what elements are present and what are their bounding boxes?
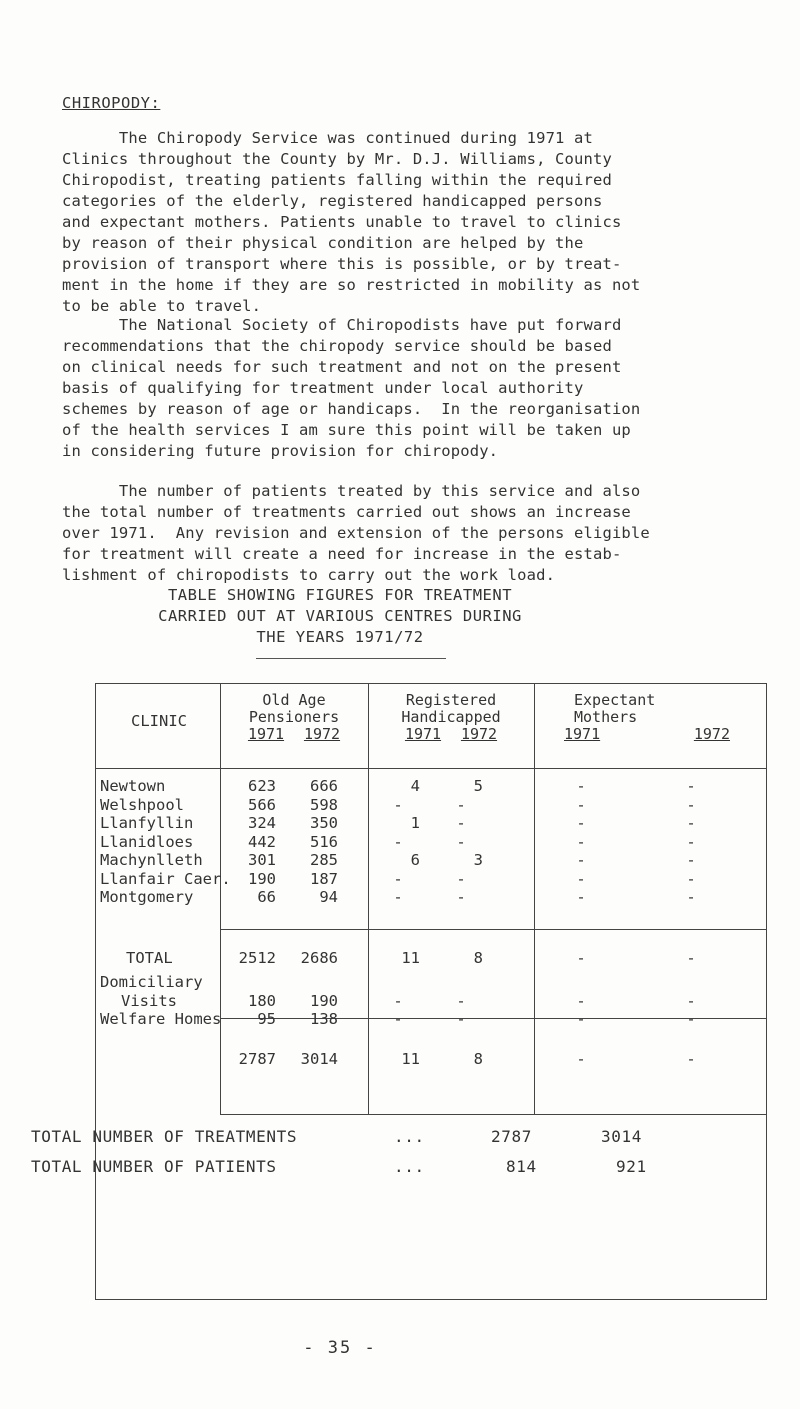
summary-value-1972: 921	[616, 1157, 647, 1176]
table-cell: 2787	[238, 1050, 276, 1068]
table-cell: -	[576, 814, 586, 832]
table-cell: -	[576, 1050, 586, 1068]
paragraph-line: provision of transport where this is possible, or by treat-	[62, 255, 622, 273]
table-cell: -	[393, 869, 403, 888]
summary-dots: ...	[394, 1127, 425, 1146]
paragraph-3	[62, 481, 797, 586]
table-cell: 138	[310, 1010, 338, 1028]
grand-rule	[220, 1114, 766, 1115]
table-cell: 350	[310, 814, 338, 832]
col-header-clinic: CLINIC	[131, 712, 187, 730]
col-header-expectant-mothers	[534, 692, 766, 743]
summary-value-1971: 2787	[491, 1127, 532, 1146]
table-cell: -	[456, 832, 466, 851]
paragraph-line: basis of qualifying for treatment under local authority	[62, 379, 584, 397]
paragraph-line: on clinical needs for such treatment and not on the present	[62, 358, 622, 376]
year-1971: 1971	[404, 725, 442, 743]
paragraph-line: The number of patients treated by this service and also	[62, 482, 641, 500]
table-cell: 442	[248, 832, 276, 851]
header-rule	[96, 768, 766, 769]
total-rule	[220, 929, 766, 930]
table-cell: 94	[319, 888, 338, 906]
table-cell: 11	[401, 1050, 420, 1068]
table-cell: -	[686, 832, 696, 851]
paragraph-line: and expectant mothers. Patients unable to travel to clinics	[62, 213, 622, 231]
paragraph-line: over 1971. Any revision and extension of the persons eligible	[62, 524, 650, 542]
table-cell: -	[576, 888, 586, 906]
table-cell: 95	[257, 1010, 276, 1028]
table-cell: -	[686, 814, 696, 832]
table-cell: 11	[401, 949, 420, 967]
table-cell: -	[393, 888, 403, 906]
table-cell: -	[576, 992, 586, 1010]
table-cell: -	[393, 795, 403, 814]
row-label: Llanfyllin	[100, 814, 194, 832]
header-line: Registered	[405, 691, 497, 709]
row-label: Domiciliary	[100, 973, 203, 991]
paragraph-line: by reason of their physical condition are helped by the	[62, 234, 584, 252]
table-cell: -	[686, 869, 696, 888]
table-cell: 566	[248, 795, 276, 814]
table-cell: 623	[248, 777, 276, 795]
paragraph-line: schemes by reason of age or handicaps. In the reorganisation	[62, 400, 641, 418]
table-cell: 598	[310, 795, 338, 814]
table-cell: -	[456, 992, 466, 1010]
table-cell: 1	[410, 814, 420, 832]
table-cell: -	[456, 1010, 466, 1028]
row-label: Welfare Homes	[100, 1010, 222, 1028]
table-cell: -	[393, 1010, 403, 1028]
table-cell: 301	[248, 851, 276, 869]
paragraph-line: Chiropodist, treating patients falling within the required	[62, 171, 612, 189]
caption-line: TABLE SHOWING FIGURES FOR TREATMENT	[167, 586, 513, 604]
table-caption	[0, 585, 740, 648]
section-heading: CHIROPODY:	[62, 94, 161, 112]
year-1972: 1972	[693, 725, 730, 743]
table-cell: -	[686, 777, 696, 795]
table-cell: 3014	[300, 1050, 338, 1068]
table-cell: -	[393, 832, 403, 851]
table-cell: -	[576, 795, 586, 814]
table-cell: 324	[248, 814, 276, 832]
header-line: Handicapped	[401, 708, 501, 726]
table-cell: -	[393, 992, 403, 1010]
paragraph-line: lishment of chiropodists to carry out the work load.	[62, 566, 556, 584]
summary-label: TOTAL NUMBER OF TREATMENTS	[31, 1127, 298, 1146]
table-cell: 190	[248, 869, 276, 888]
paragraph-1	[62, 128, 797, 317]
table-cell: -	[456, 814, 466, 832]
table-cell: -	[456, 888, 466, 906]
paragraph-line: for treatment will create a need for increase in the estab-	[62, 545, 622, 563]
table-cell: 6	[410, 851, 420, 869]
table-cell: -	[576, 949, 586, 967]
table-cell: 285	[310, 851, 338, 869]
row-label-total: TOTAL	[126, 949, 173, 967]
caption-line: CARRIED OUT AT VARIOUS CENTRES DURING	[158, 607, 522, 625]
paragraph-line: The Chiropody Service was continued during 1971 at	[62, 129, 593, 147]
table-cell: 180	[248, 992, 276, 1010]
row-label: Newtown	[100, 777, 166, 795]
paragraph-line: categories of the elderly, registered handicapped persons	[62, 192, 603, 210]
header-line: Pensioners	[248, 708, 340, 726]
table-cell: 4	[410, 777, 420, 795]
table-cell: -	[686, 888, 696, 906]
page-number: - 35 -	[303, 1338, 377, 1358]
table-cell: -	[576, 1010, 586, 1028]
paragraph-line: of the health services I am sure this point will be taken up	[62, 421, 631, 439]
table-cell: 187	[310, 869, 338, 888]
paragraph-line: The National Society of Chiropodists have put forward	[62, 316, 622, 334]
header-line: Expectant	[574, 691, 656, 709]
table-cell: 190	[310, 992, 338, 1010]
table-cell: 5	[473, 777, 483, 795]
row-label: Llanidloes	[100, 832, 194, 851]
col-header-pensioners	[220, 692, 368, 743]
summary-value-1972: 3014	[601, 1127, 642, 1146]
table-cell: 8	[473, 1050, 483, 1068]
paragraph-line: ment in the home if they are so restricted in mobility as not	[62, 276, 641, 294]
summary-label: TOTAL NUMBER OF PATIENTS	[31, 1157, 277, 1176]
summary-value-1971: 814	[506, 1157, 537, 1176]
table-cell: -	[456, 869, 466, 888]
table-cell: -	[686, 949, 696, 967]
table-cell: -	[686, 851, 696, 869]
table-cell: 8	[473, 949, 483, 967]
year-1971: 1971	[247, 725, 285, 743]
table-cell: -	[456, 795, 466, 814]
row-label: Welshpool	[100, 795, 184, 814]
year-1971: 1971	[564, 725, 601, 743]
table-cell: 66	[257, 888, 276, 906]
table-cell: 2686	[300, 949, 338, 967]
table-cell: 666	[310, 777, 338, 795]
paragraph-line: to be able to travel.	[62, 297, 262, 315]
col-header-handicapped	[368, 692, 534, 743]
row-label: Visits	[121, 992, 177, 1010]
header-line: Mothers	[574, 708, 638, 726]
table-cell: -	[686, 795, 696, 814]
row-label: Machynlleth	[100, 851, 203, 869]
table-cell: -	[576, 777, 586, 795]
caption-line: THE YEARS 1971/72	[256, 628, 424, 646]
paragraph-2	[62, 315, 797, 462]
summary-dots: ...	[394, 1157, 425, 1176]
year-1972: 1972	[460, 725, 498, 743]
paragraph-line: in considering future provision for chiropody.	[62, 442, 499, 460]
col-divider	[220, 684, 221, 1114]
table-cell: -	[686, 1010, 696, 1028]
table-cell: -	[686, 1050, 696, 1068]
table-cell: -	[576, 832, 586, 851]
paragraph-line: Clinics throughout the County by Mr. D.J. Williams, County	[62, 150, 612, 168]
header-line: Old Age	[262, 691, 326, 709]
paragraph-line: recommendations that the chiropody service should be based	[62, 337, 612, 355]
caption-rule	[256, 658, 446, 659]
table-cell: -	[686, 992, 696, 1010]
row-label: Llanfair Caer.	[100, 869, 231, 888]
table-cell: -	[576, 869, 586, 888]
table-cell: 2512	[238, 949, 276, 967]
treatment-table	[31, 683, 767, 1300]
row-label: Montgomery	[100, 888, 194, 906]
year-1972: 1972	[303, 725, 341, 743]
table-cell: 516	[310, 832, 338, 851]
table-cell: -	[576, 851, 586, 869]
paragraph-line: the total number of treatments carried out shows an increase	[62, 503, 631, 521]
table-cell: 3	[473, 851, 483, 869]
col-divider	[534, 684, 535, 1114]
